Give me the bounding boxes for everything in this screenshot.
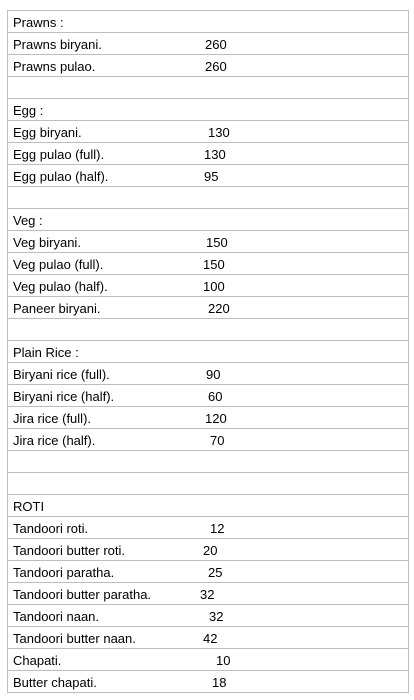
item-name: Veg biryani. — [13, 235, 81, 250]
menu-table — [7, 10, 409, 693]
section-header-row — [8, 98, 408, 120]
item-name: Jira rice (half). — [13, 433, 96, 448]
menu-item-row — [8, 384, 408, 406]
item-price: 95 — [204, 169, 219, 184]
item-price: 130 — [204, 147, 226, 162]
item-name: Biryani rice (half). — [13, 389, 115, 404]
item-price: 18 — [212, 675, 227, 690]
menu-item-row — [8, 54, 408, 76]
menu-item-row — [8, 582, 408, 604]
item-price: 150 — [206, 235, 228, 250]
item-name: Tandoori paratha. — [13, 565, 115, 580]
item-name: Prawns pulao. — [13, 59, 96, 74]
menu-item-row — [8, 362, 408, 384]
section-title-egg: Egg : — [13, 103, 44, 118]
blank-row — [8, 186, 408, 208]
menu-item-row — [8, 428, 408, 450]
item-price: 150 — [203, 257, 225, 272]
item-name: Tandoori butter naan. — [13, 631, 136, 646]
item-name: Veg pulao (full). — [13, 257, 104, 272]
menu-item-row — [8, 648, 408, 670]
section-title-prawns: Prawns : — [13, 15, 64, 30]
section-header-row — [8, 340, 408, 362]
blank-row — [8, 76, 408, 98]
item-price: 130 — [208, 125, 230, 140]
menu-item-row — [8, 538, 408, 560]
item-name: Egg pulao (full). — [13, 147, 105, 162]
menu-item-row — [8, 560, 408, 582]
section-title-veg: Veg : — [13, 213, 43, 228]
item-price: 220 — [208, 301, 230, 316]
item-price: 100 — [203, 279, 225, 294]
item-name: Veg pulao (half). — [13, 279, 108, 294]
menu-item-row — [8, 32, 408, 54]
item-name: Egg biryani. — [13, 125, 82, 140]
section-title-roti: ROTI — [13, 499, 45, 514]
item-price: 60 — [208, 389, 223, 404]
menu-item-row — [8, 252, 408, 274]
item-price: 32 — [209, 609, 224, 624]
item-price: 260 — [205, 59, 227, 74]
menu-item-row — [8, 142, 408, 164]
item-name: Tandoori butter roti. — [13, 543, 126, 558]
menu-item-row — [8, 406, 408, 428]
item-price: 260 — [205, 37, 227, 52]
section-title-plain-rice: Plain Rice : — [13, 345, 79, 360]
menu-item-row — [8, 230, 408, 252]
item-name: Tandoori roti. — [13, 521, 89, 536]
item-name: Butter chapati. — [13, 675, 97, 690]
menu-item-row — [8, 164, 408, 186]
item-name: Chapati. — [13, 653, 62, 668]
section-header-row — [8, 10, 408, 32]
blank-row — [8, 318, 408, 340]
menu-item-row — [8, 626, 408, 648]
item-price: 32 — [200, 587, 215, 602]
item-price: 20 — [203, 543, 218, 558]
item-price: 12 — [210, 521, 225, 536]
blank-row — [8, 472, 408, 494]
item-name: Biryani rice (full). — [13, 367, 110, 382]
item-price: 25 — [208, 565, 223, 580]
menu-item-row — [8, 120, 408, 142]
blank-row — [8, 450, 408, 472]
item-price: 120 — [205, 411, 227, 426]
section-header-row — [8, 208, 408, 230]
item-name: Prawns biryani. — [13, 37, 102, 52]
section-header-row — [8, 494, 408, 516]
item-price: 42 — [203, 631, 218, 646]
item-name: Tandoori naan. — [13, 609, 100, 624]
item-price: 10 — [216, 653, 231, 668]
menu-item-row — [8, 296, 408, 318]
menu-item-row — [8, 670, 408, 693]
menu-item-row — [8, 274, 408, 296]
menu-item-row — [8, 516, 408, 538]
item-name: Egg pulao (half). — [13, 169, 109, 184]
item-name: Paneer biryani. — [13, 301, 101, 316]
item-price: 70 — [210, 433, 225, 448]
menu-item-row — [8, 604, 408, 626]
item-name: Tandoori butter paratha. — [13, 587, 152, 602]
item-name: Jira rice (full). — [13, 411, 92, 426]
item-price: 90 — [206, 367, 221, 382]
